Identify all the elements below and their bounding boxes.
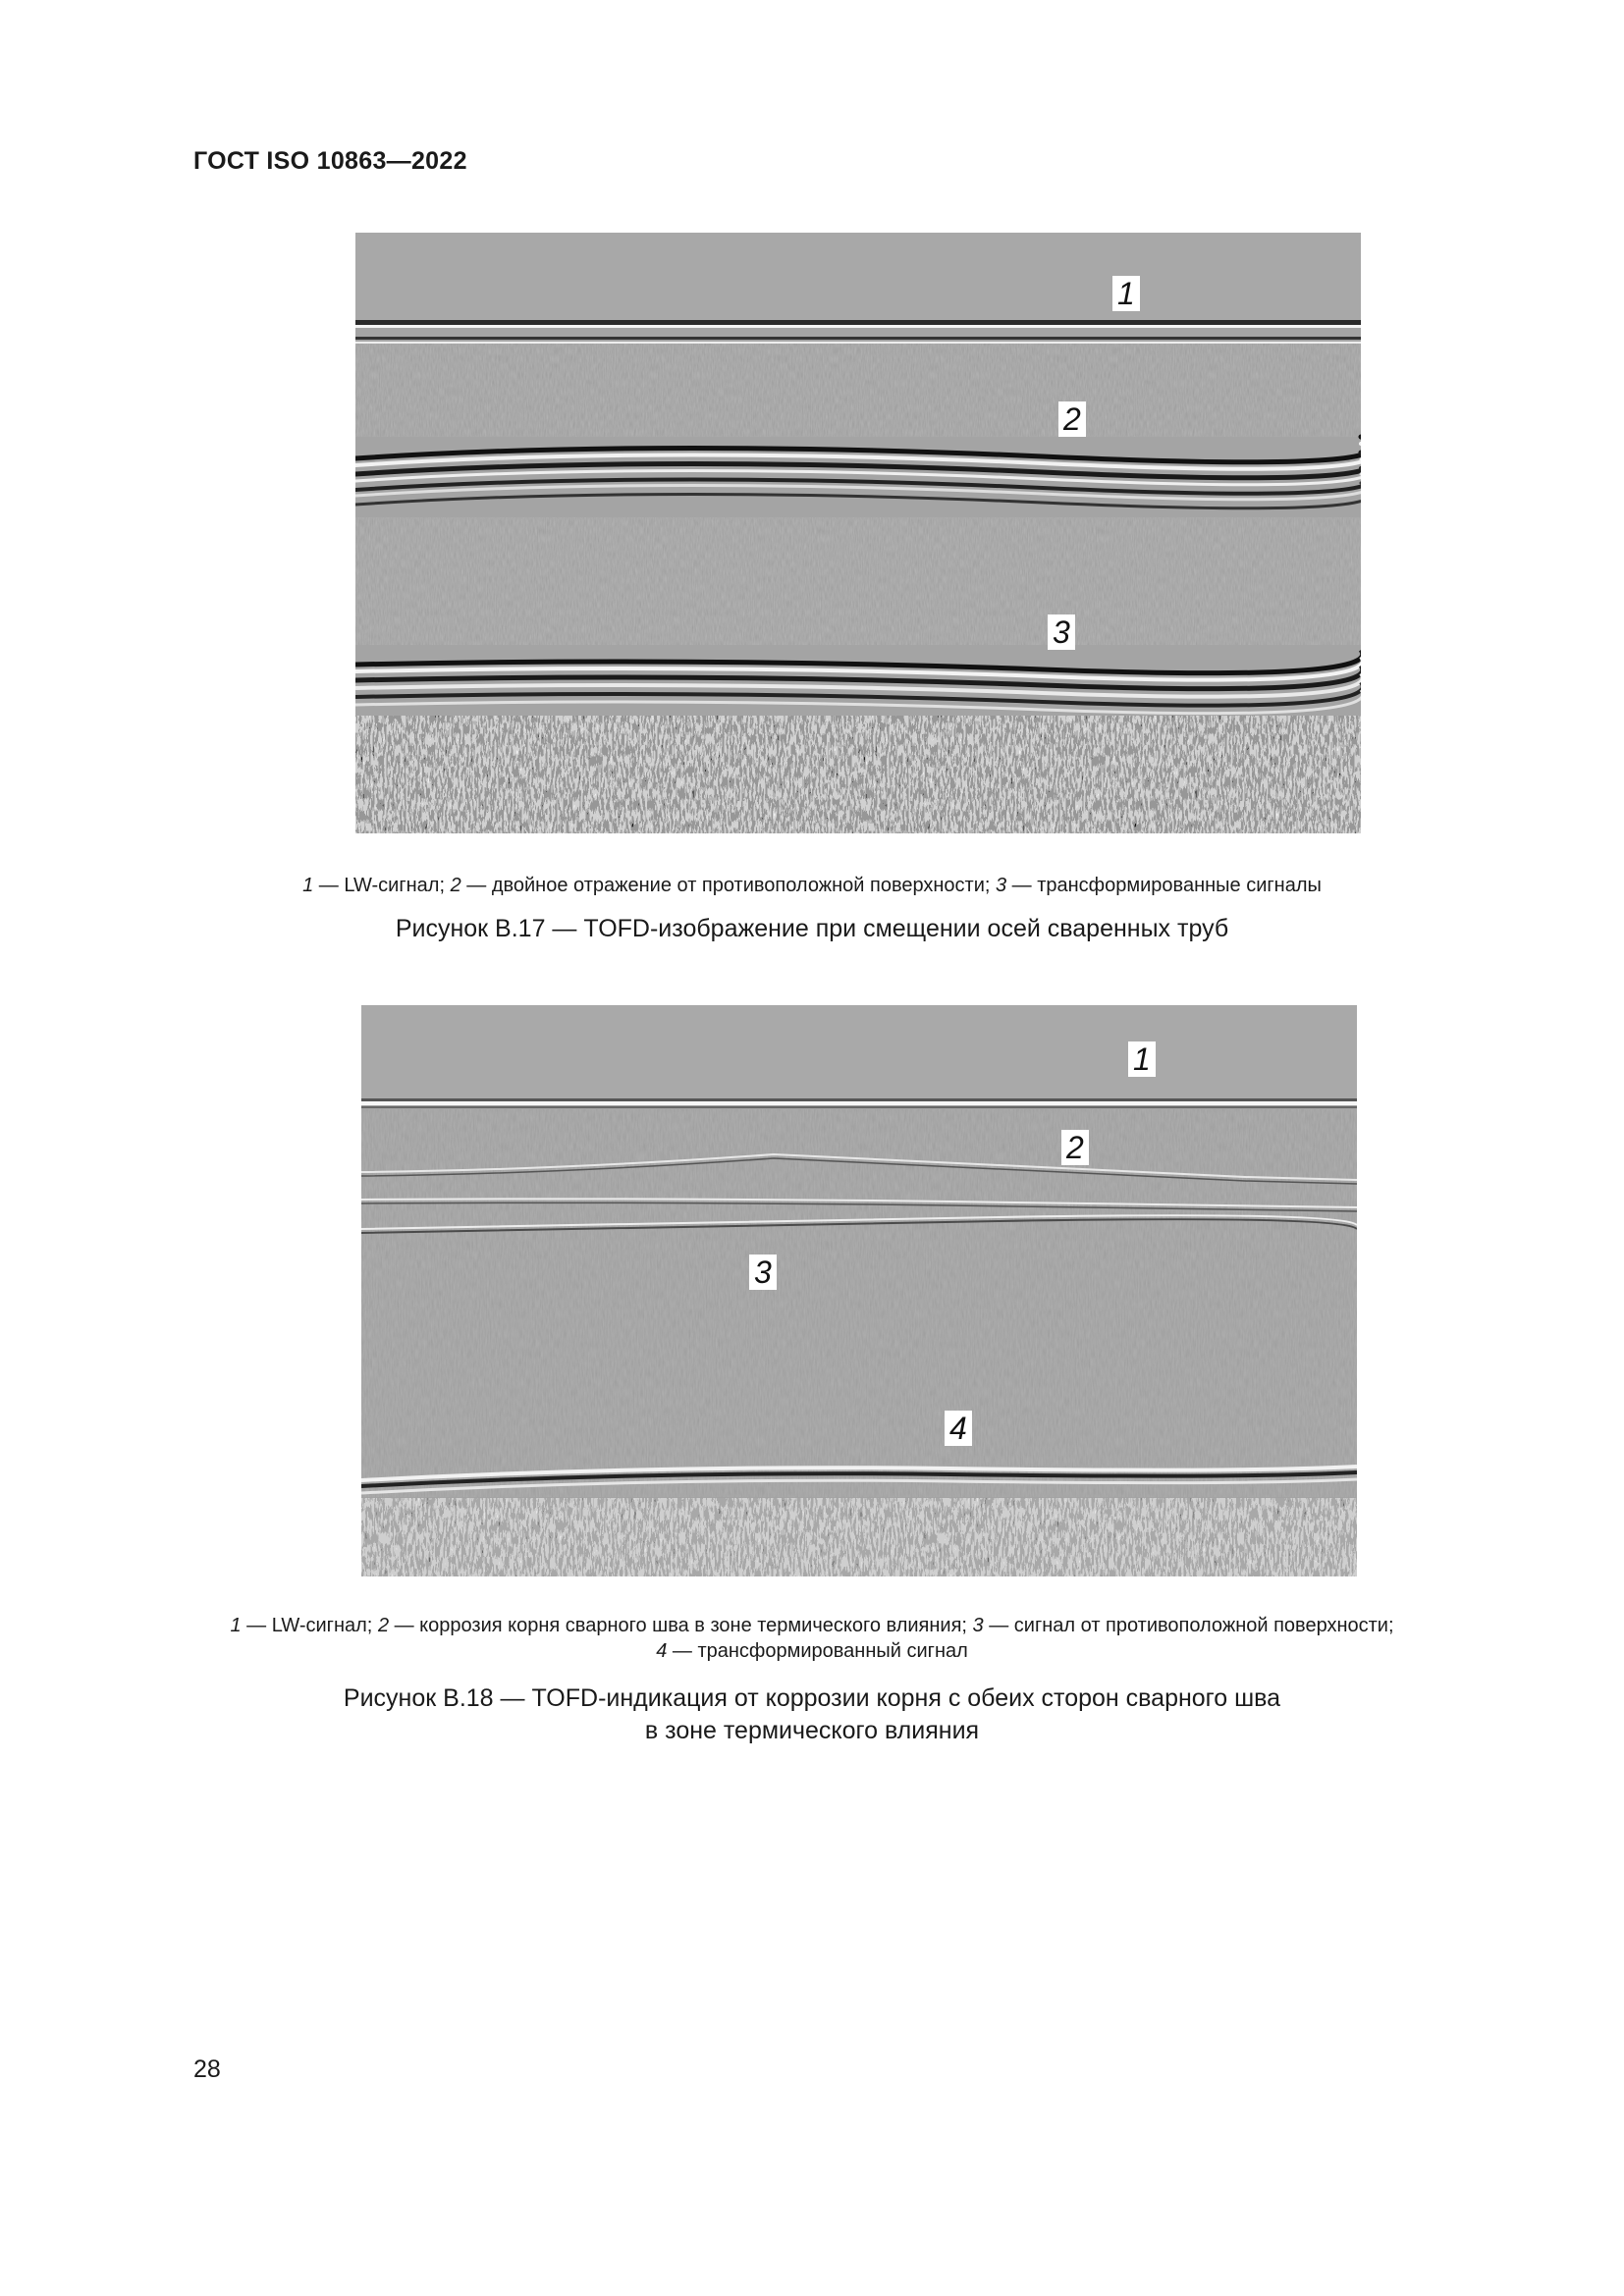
document-header: ГОСТ ISO 10863—2022 (193, 147, 467, 175)
page-number: 28 (193, 2056, 221, 2083)
legend-text: — трансформированный сигнал (667, 1640, 968, 1662)
figure18-legend (147, 1613, 1477, 1664)
figure18-caption-line2: в зоне термического влияния (644, 1717, 980, 1744)
figure18-legend-line1 (147, 1613, 1477, 1638)
tofd-image-b18 (361, 1005, 1357, 1576)
legend-text: — двойное отражение от противоположной поверхности; (460, 875, 996, 896)
figure18-callout-3: 3 (749, 1255, 777, 1290)
legend-text: — трансформированные сигналы (1006, 875, 1322, 896)
figure18-legend-line2 (147, 1638, 1477, 1664)
legend-text: — LW-сигнал; (241, 1615, 378, 1636)
figure17-caption: Рисунок В.17 — TOFD-изображение при смещении осей сваренных труб (395, 915, 1229, 942)
figure18-callout-4: 4 (945, 1411, 972, 1446)
legend-text: — сигнал от противоположной поверхности; (983, 1615, 1394, 1636)
figure17-callout-3: 3 (1048, 614, 1075, 650)
figure18-callout-1: 1 (1128, 1041, 1156, 1077)
figure17-callout-2: 2 (1058, 401, 1086, 437)
legend-text: — LW-сигнал; (313, 875, 451, 896)
figure18-caption-line1: Рисунок В.18 — TOFD-индикация от коррозии корня с обеих сторон сварного шва (343, 1684, 1281, 1712)
legend-text: — коррозия корня сварного шва в зоне термического влияния; (389, 1615, 973, 1636)
legend-key: 1 (230, 1615, 242, 1636)
figure18-caption (147, 1682, 1477, 1747)
legend-key: 4 (656, 1640, 668, 1662)
legend-key: 2 (377, 1615, 390, 1636)
legend-key: 3 (972, 1615, 984, 1636)
figure18-callout-2: 2 (1061, 1130, 1089, 1165)
figure17-callout-1: 1 (1112, 276, 1140, 311)
tofd-image-b17 (355, 233, 1361, 833)
legend-key: 3 (995, 875, 1007, 896)
legend-key: 2 (450, 875, 461, 896)
figure17-legend (147, 873, 1477, 898)
legend-key: 1 (302, 875, 314, 896)
